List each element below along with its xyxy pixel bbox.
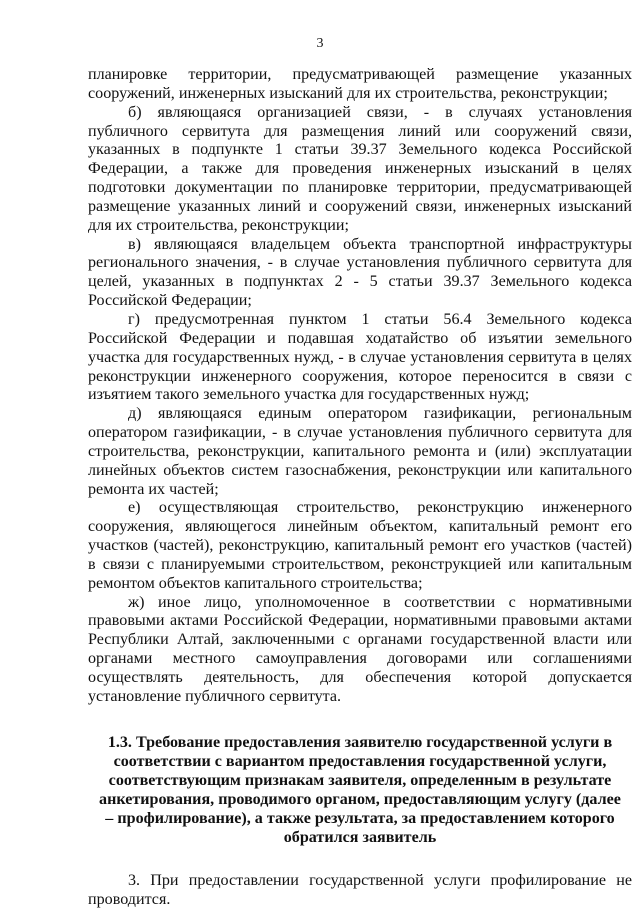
paragraph-item-g: г) предусмотренная пунктом 1 статьи 56.4 Земельного кодекса Российской Федерации и подавшая ходатайство об изъятии земельного участка для государственных нужд, - в случае установления сервитута в целях реконструкции инженерного сооружения, которое переносится в связи с изъятием такого земельного участка для государственных нужд; (88, 310, 632, 404)
page-number: 3 (316, 36, 324, 51)
paragraph-item-v: в) являющаяся владельцем объекта транспортной инфраструктуры регионального значения, - в случае установления публичного сервитута для целей, указанных в подпунктах 2 - 5 статьи 39.37 Земельного кодекса Российской Федерации; (88, 235, 632, 310)
section-paragraph: 3. При предоставлении государственной услуги профилирование не проводится. (88, 871, 632, 908)
paragraph-item-b: б) являющаяся организацией связи, - в случаях установления публичного сервитута для размещения линий или сооружений связи, указанных в подпункте 1 статьи 39.37 Земельного кодекса Российской Федерации, а также для проведения инженерных изысканий в целях подготовки документации по планировке территории, предусматривающей размещение указанных линий и сооружений связи, инженерных изысканий для их строительства, реконструкции; (88, 103, 632, 234)
document-body (88, 66, 632, 909)
section-heading: 1.3. Требование предоставления заявителю государственной услуги в соответствии с вариантом предоставления государственной услуги, соответствующим признакам заявителя, определенным в результате анкетирования, проводимого органом, предоставляющим услугу (далее – профилирование), а также результата, за предоставлением которого обратился заявитель (99, 733, 621, 846)
paragraph-item-d: д) являющаяся единым оператором газификации, региональным оператором газификации, - в случае установления публичного сервитута для строительства, реконструкции, капитального ремонта и (или) эксплуатации линейных объектов систем газоснабжения, реконструкции или капитального ремонта их частей; (88, 405, 632, 498)
paragraph-item-zh: ж) иное лицо, уполномоченное в соответствии с нормативными правовыми актами Российской Федерации, нормативными правовыми актами Республики Алтай, заключенными с органами государственной власти или органами местного самоуправления договорами или соглашениями осуществлять деятельность, для обеспечения которой допускается установление публичного сервитута. (88, 593, 632, 705)
paragraph-continuation: планировке территории, предусматривающей размещение указанных сооружений, инженерных изысканий для их строительства, реконструкции; (88, 66, 632, 102)
paragraph-item-e: е) осуществляющая строительство, реконструкцию инженерного сооружения, являющегося линейным объектом, капитальный ремонт его участков (частей), реконструкцию, капитальный ремонт его участков (частей) в связи с планируемыми строительством, реконструкцией или капитальным ремонтом объектов капитального строительства; (88, 499, 632, 592)
